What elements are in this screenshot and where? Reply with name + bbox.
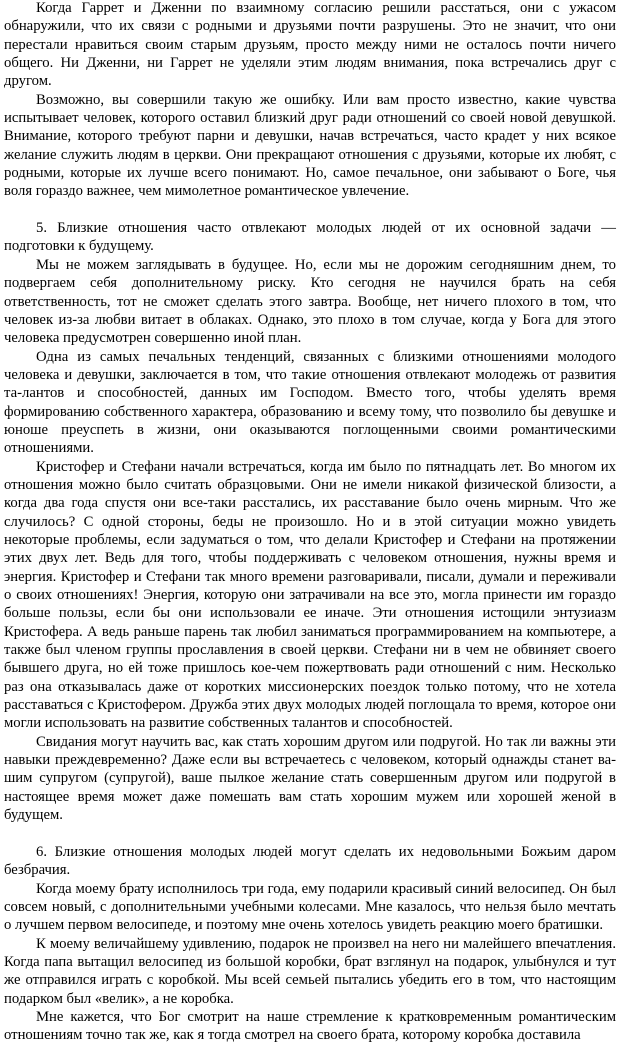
paragraph-8: К моему величайшему удивлению, подарок не произвел на него ни малейшего впечатления. Когда папа вытащил велосипед из большой коробки, брат взглянул на подарок, улыбнулся и тут же отправился играть с коробкой. Мы всей семьей пытались убедить его в том, что настоящим подарком был «велик», а не коробка. xyxy=(4,935,616,1007)
paragraph-gap xyxy=(4,201,616,219)
paragraph-2: Возможно, вы совершили такую же ошибку. Или вам просто известно, какие чувства испытывает человек, которого оставил близкий друг ради отношений со своей новой девушкой. Внимание, которого требуют парни и девушки, начав встречаться, часто крадет у них всякое желание служить людям в церкви. Они прекращают отношения с друзьями, которые их любят, с родными, которые их лучше всего понимают. Но, самое печальное, они забывают о Боге, чья воля гораздо важнее, чем мимолетное романтическое увлечение. xyxy=(4,91,616,200)
paragraph-4: Одна из самых печальных тенденций, связанных с близкими отношениями молодого человека и девушки, заключается в том, что такие отношения отвлекают молодежь от развития та-лантов и способностей, данных им Господом. Вместо того, чтобы уделять время формированию собственного характера, образованию и всему тому, что позволило бы девушке и юноше преуспеть в жизни, они оказываются поглощенными своими романтическими отношениями. xyxy=(4,348,616,457)
paragraph-9: Мне кажется, что Бог смотрит на наше стремление к кратковременным романтическим отношениям точно так же, как я тогда смотрел на своего брата, которому коробка доставила xyxy=(4,1008,616,1044)
paragraph-6: Свидания могут научить вас, как стать хорошим другом или подругой. Но так ли важны эти навыки преждевременно? Даже если вы встречаетесь с человеком, который однажды станет ва-шим супругом (супругой), ваше пылкое желание стать совершенным другом или подругой в настоящее время может даже помешать вам стать хорошим мужем или хорошей женой в будущем. xyxy=(4,733,616,824)
document-page xyxy=(4,0,616,1045)
paragraph-5: Кристофер и Стефани начали встречаться, когда им было по пятнадцать лет. Во многом их отношения можно было считать образцовыми. Они не имели никакой физической близости, а когда два года спустя они все-таки расстались, их расставание было очень мирным. Что же случилось? С одной стороны, беды не произошло. Но и в этой ситуации можно увидеть некоторые проблемы, если задуматься о том, что делали Кристофер и Стефани на протяжении этих двух лет. Ведь для того, чтобы поддерживать с человеком отношения, нужны время и энергия. Кристофер и Стефани так много времени разговаривали, писали, думали и переживали о своих отношениях! Энергия, которую они затрачивали на все это, могла принести им гораздо больше пользы, если бы они использовали ее иначе. Эти отношения истощили энтузиазм Кристофера. А ведь раньше парень так любил заниматься программированием на компьютере, а также был членом группы прославления в своей церкви. Стефани ни в чем не обвиняет своего бывшего друга, но ей тоже пришлось кое-чем пожертвовать ради отношений с ним. Несколько раз она отказывалась даже от коротких миссионерских поездок только потому, что не хотела расставаться с Кристофером. Дружба этих двух молодых людей поглощала то время, которое они могли использовать на развитие собственных талантов и способностей. xyxy=(4,458,616,732)
section-heading-5: 5. Близкие отношения часто отвлекают молодых людей от их основной задачи — подготовки к будущему. xyxy=(4,220,616,255)
paragraph-3: Мы не можем заглядывать в будущее. Но, если мы не дорожим сегодняшним днем, то подвергаем себя дополнительному риску. Кто сегодня не научился брать на себя ответственность, тот не сможет сделать этого завтра. Вообще, нет ничего плохого в том, что человек из-за любви витает в облаках. Однако, это плохо в том случае, когда у Бога для этого человека предусмотрен совершенно иной план. xyxy=(4,256,616,347)
paragraph-7: Когда моему брату исполнилось три года, ему подарили красивый синий велосипед. Он был совсем новый, с дополнительными учебными колесами. Мне казалось, что нельзя было мечтать о лучшем первом велосипеде, и поэтому мне очень хотелось увидеть реакцию моего братишки. xyxy=(4,880,616,934)
paragraph-gap xyxy=(4,824,616,842)
paragraph-1: Когда Гаррет и Дженни по взаимному согласию решили расстаться, они с ужасом обнаружили, что их связи с родными и друзьями почти разрушены. Это не значит, что они перестали нравиться своим старым друзьям, просто между ними не осталось почти ничего общего. Ни Дженни, ни Гаррет не уделяли этим людям внимания, пока встречались друг с другом. xyxy=(4,0,616,90)
section-heading-6: 6. Близкие отношения молодых людей могут сделать их недовольными Божьим даром безбрачия. xyxy=(4,843,616,879)
